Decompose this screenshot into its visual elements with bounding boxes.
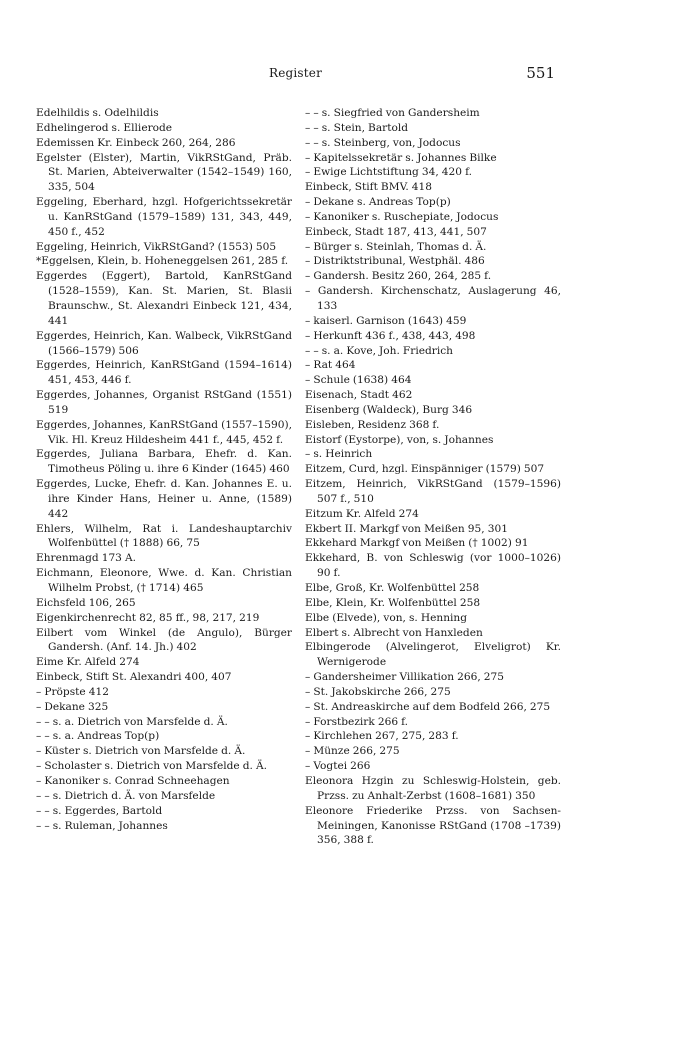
index-entry: Ehlers, Wilhelm, Rat i. Landeshauptarchiv Wolfenbüttel († 1888) 66, 75 (36, 522, 292, 550)
index-entry: Elbe, Groß, Kr. Wolfenbüttel 258 (305, 582, 480, 594)
index-entry: Eisenberg (Waldeck), Burg 346 (305, 403, 473, 416)
index-entry: – s. Heinrich (305, 448, 373, 461)
index-entry: – – s. Eggerdes, Bartold (36, 804, 163, 817)
index-entry: – Rat 464 (305, 359, 356, 372)
index-entry: Edhelingerod s. Ellierode (36, 121, 173, 134)
index-entry: Eisleben, Residenz 368 f. (305, 418, 440, 431)
index-entry: Edemissen Kr. Einbeck 260, 264, 286 (36, 136, 236, 149)
index-entry: – – s. a. Dietrich von Marsfelde d. Ä. (36, 715, 228, 728)
index-entry: Ekkehard, B. von Schleswig (vor 1000–1026) 90 f. (305, 552, 561, 580)
index-entry: Eleonore Friederike Przss. von Sachsen-Meiningen, Kanonisse RStGand (1708 –1739) 356, 388 f. (305, 804, 561, 847)
index-entry: Eleonora Hzgin zu Schleswig-Holstein, geb. Przss. zu Anhalt-Zerbst (1608–1681) 350 (305, 774, 561, 802)
index-entry: – – s. Steinberg, von, Jodocus (305, 136, 461, 149)
index-entry: – St. Jakobskirche 266, 275 (305, 685, 451, 698)
page-header (36, 64, 555, 88)
index-entry: – Distriktstribunal, Westphäl. 486 (305, 255, 485, 268)
index-entry: Edelhildis s. Odelhildis (36, 107, 159, 119)
index-entry: – Pröpste 412 (36, 685, 109, 698)
index-entry: Einbeck, Stadt 187, 413, 441, 507 (305, 225, 487, 238)
index-entry: – – s. Stein, Bartold (305, 121, 408, 134)
index-entry: Eggerdes, Juliana Barbara, Ehefr. d. Kan. Timotheus Pöling u. ihre 6 Kinder (1645) 460 (36, 448, 292, 476)
index-entry: – Küster s. Dietrich von Marsfelde d. Ä. (36, 745, 246, 758)
index-entry: – – s. a. Kove, Joh. Friedrich (305, 344, 453, 357)
index-entry: – Vogtei 266 (305, 760, 371, 773)
index-entry: Eichsfeld 106, 265 (36, 596, 136, 609)
index-entry: – Gandersheimer Villikation 266, 275 (305, 671, 504, 684)
index-column-left (36, 106, 292, 833)
index-entry: Eggerdes (Eggert), Bartold, KanRStGand (1528–1559), Kan. St. Marien, St. Blasii Braunschw., St. Alexandri Einbeck 121, 434, 441 (36, 270, 292, 327)
index-entry: Eichmann, Eleonore, Wwe. d. Kan. Christian Wilhelm Probst, († 1714) 465 (36, 567, 292, 594)
index-entry: Eggerdes, Lucke, Ehefr. d. Kan. Johannes E. u. ihre Kinder Hans, Heiner u. Anne, (1589) 442 (36, 478, 292, 520)
index-entry: Einbeck, Stift St. Alexandri 400, 407 (36, 671, 232, 684)
running-title: Register (268, 66, 323, 80)
index-entry: – kaiserl. Garnison (1643) 459 (305, 314, 467, 327)
index-entry: Ekkehard Markgf von Meißen († 1002) 91 (305, 537, 529, 550)
index-entry: – Gandersh. Besitz 260, 264, 285 f. (305, 270, 492, 283)
index-entry: Elbingerode (Alvelingerot, Elveligrot) Kr. Wernigerode (305, 641, 561, 669)
index-entry: – Scholaster s. Dietrich von Marsfelde d. Ä. (36, 760, 267, 773)
index-entry: *Eggelsen, Klein, b. Hoheneggelsen 261, 285 f. (36, 255, 289, 268)
index-entry: – – s. a. Andreas Top(p) (36, 730, 160, 743)
index-entry: Eggerdes, Heinrich, Kan. Walbeck, VikRStGand (1566–1579) 506 (36, 329, 292, 357)
index-entry: Eilbert vom Winkel (de Angulo), Bürger Gandersh. (Anf. 14. Jh.) 402 (36, 626, 292, 654)
index-entry: Elbert s. Albrecht von Hanxleden (305, 626, 483, 639)
index-entry: – Gandersh. Kirchenschatz, Auslagerung 46, 133 (305, 285, 561, 312)
index-entry: – Dekane s. Andreas Top(p) (305, 196, 451, 209)
index-entry: Eigenkirchenrecht 82, 85 ff., 98, 217, 219 (36, 611, 260, 624)
index-entry: – Kirchlehen 267, 275, 283 f. (305, 730, 459, 743)
index-entry: Eitzem, Curd, hzgl. Einspänniger (1579) 507 (305, 463, 545, 476)
index-entry: – Forstbezirk 266 f. (305, 715, 409, 728)
index-entry: Eggerdes, Heinrich, KanRStGand (1594–1614) 451, 453, 446 f. (36, 359, 292, 387)
index-entry: – Bürger s. Steinlah, Thomas d. Ä. (305, 240, 487, 253)
index-entry: – – s. Siegfried von Gandersheim (305, 107, 480, 119)
index-column-right (305, 106, 561, 848)
index-entry: Eitzum Kr. Alfeld 274 (305, 507, 419, 520)
index-entry: – Münze 266, 275 (305, 745, 400, 758)
index-entry: Ekbert II. Markgf von Meißen 95, 301 (305, 522, 508, 535)
index-entry: Ehrenmagd 173 A. (36, 552, 137, 565)
index-entry: – Kanoniker s. Ruschepiate, Jodocus (305, 210, 499, 223)
index-entry: Eggeling, Heinrich, VikRStGand? (1553) 505 (36, 240, 277, 253)
index-entry: – – s. Dietrich d. Ä. von Marsfelde (36, 789, 216, 802)
index-entry: – Ewige Lichtstiftung 34, 420 f. (305, 166, 472, 179)
index-entry: Eistorf (Eystorpe), von, s. Johannes (305, 433, 494, 446)
index-entry: Einbeck, Stift BMV. 418 (305, 181, 433, 194)
page-number: 551 (526, 64, 555, 82)
index-entry: Eitzem, Heinrich, VikRStGand (1579–1596) 507 f., 510 (305, 478, 561, 505)
index-entry: – St. Andreaskirche auf dem Bodfeld 266, 275 (305, 700, 551, 713)
index-entry: – Kanoniker s. Conrad Schneehagen (36, 774, 230, 787)
index-entry: Eisenach, Stadt 462 (305, 389, 413, 402)
index-entry: Elbe, Klein, Kr. Wolfenbüttel 258 (305, 596, 481, 609)
index-entry: Elbe (Elvede), von, s. Henning (305, 611, 468, 624)
index-entry: – – s. Ruleman, Johannes (36, 819, 168, 832)
index-entry: – Schule (1638) 464 (305, 374, 412, 387)
index-entry: – Kapitelssekretär s. Johannes Bilke (305, 151, 497, 164)
index-entry: – Herkunft 436 f., 438, 443, 498 (305, 329, 476, 342)
index-entry: Eggeling, Eberhard, hzgl. Hofgerichtssekretär u. KanRStGand (1579–1589) 131, 343, 449, 450 f., 452 (36, 196, 292, 238)
index-entry: Eime Kr. Alfeld 274 (36, 656, 140, 669)
index-entry: – Dekane 325 (36, 700, 109, 713)
index-entry: Eggerdes, Johannes, Organist RStGand (1551) 519 (36, 389, 292, 416)
index-entry: Egelster (Elster), Martin, VikRStGand, Präb. St. Marien, Abteiverwalter (1542–1549) 160, 335, 504 (36, 151, 292, 194)
index-entry: Eggerdes, Johannes, KanRStGand (1557–1590), Vik. Hl. Kreuz Hildesheim 441 f., 445, 452 f. (36, 418, 292, 446)
